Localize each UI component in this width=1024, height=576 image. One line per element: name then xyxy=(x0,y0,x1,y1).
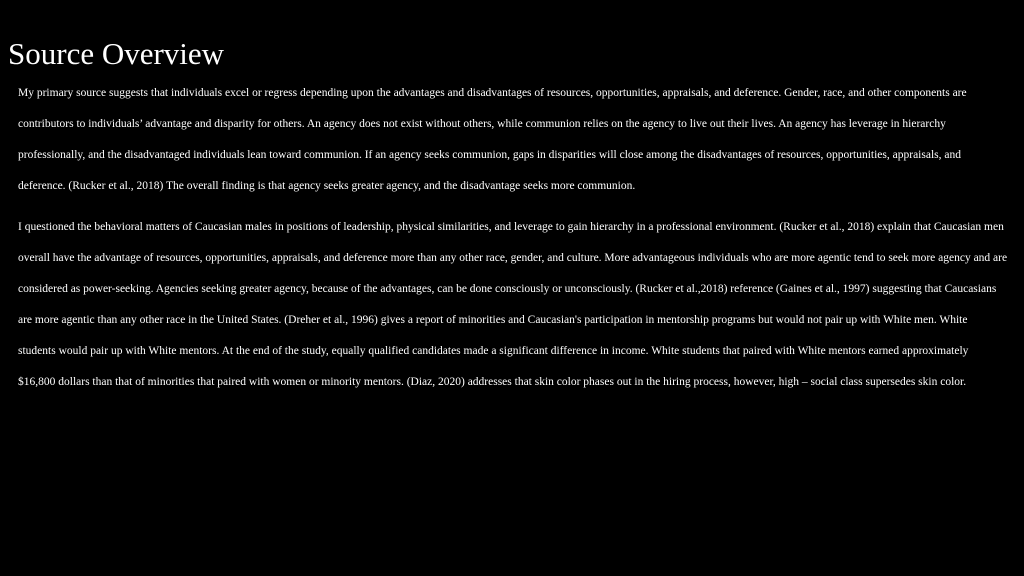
slide-title: Source Overview xyxy=(8,36,225,71)
slide-body xyxy=(18,78,1008,398)
paragraph-research-question: I questioned the behavioral matters of Caucasian males in positions of leadership, physical similarities, and leverage to gain hierarchy in a professional environment. (Rucker et al., 2018) explain that Caucasian men overall have the advantage of resources, opportunities, appraisals, and deference more than any other race, gender, and culture. More advantageous individuals who are more agentic tend to seek more agency and are considered as power-seeking. Agencies seeking greater agency, because of the advantages, can be done consciously or unconsciously. (Rucker et al.,2018) reference (Gaines et al., 1997) suggesting that Caucasians are more agentic than any other race in the United States. (Dreher et al., 1996) gives a report of minorities and Caucasian's participation in mentorship programs but would not pair up with White men. White students would pair up with White mentors. At the end of the study, equally qualified candidates made a significant difference in income. White students that paired with White mentors earned approximately $16,800 dollars than that of minorities that paired with women or minority mentors. (Diaz, 2020) addresses that skin color phases out in the hiring process, however, high – social class supersedes skin color. xyxy=(18,221,1008,388)
paragraph-source-summary: My primary source suggests that individuals excel or regress depending upon the advantages and disadvantages of resources, opportunities, appraisals, and deference. Gender, race, and other components are contributors to individuals’ advantage and disparity for others. An agency does not exist without others, while communion relies on the agency to live out their lives. An agency has leverage in hierarchy professionally, and the disadvantaged individuals lean toward communion. If an agency seeks communion, gaps in disparities will close among the disadvantages of resources, opportunities, appraisals, and deference. (Rucker et al., 2018) The overall finding is that agency seeks greater agency, and the disadvantage seeks more communion. xyxy=(18,87,967,192)
